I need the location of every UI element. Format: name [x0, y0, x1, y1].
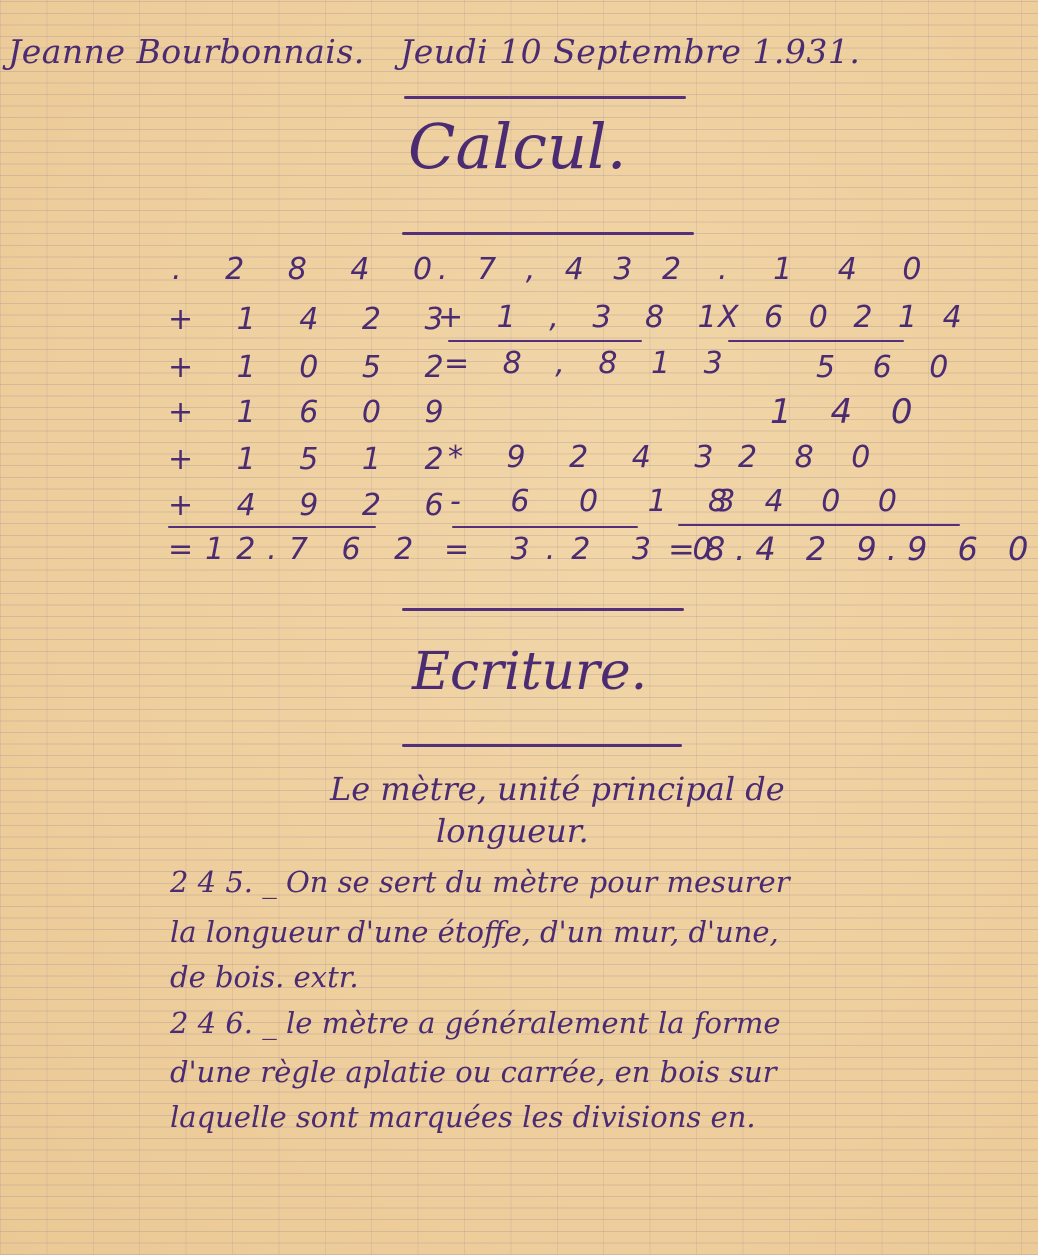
partial-product: 1 4 0 — [770, 392, 927, 432]
paragraph-246-line: laquelle sont marquées les divisions en. — [170, 1100, 756, 1134]
decimal-line: + 1 , 3 8 1 — [438, 300, 729, 335]
subtraction-line: * 9 2 4 3 — [448, 440, 731, 475]
addition-line: + 1 0 5 2 — [168, 350, 461, 385]
product-rule — [728, 340, 904, 342]
paragraph-245-line: de bois. extr. — [170, 960, 359, 994]
divider — [402, 232, 694, 235]
addition-result: =12.7 6 2 — [168, 532, 426, 567]
sum-rule — [448, 340, 642, 342]
sum-rule — [452, 526, 638, 528]
multiplication-result: =8.4 2 9.9 6 0 — [668, 530, 1038, 568]
lesson-heading: longueur. — [436, 812, 589, 850]
decimal-line: . 7 , 4 3 2 — [438, 252, 692, 287]
paragraph-245-line: 2 4 5. _ On se sert du mètre pour mesurer — [170, 865, 790, 899]
addition-line: + 1 4 2 3 — [168, 302, 461, 337]
lesson-date: Jeudi 10 Septembre 1.931. — [400, 32, 861, 71]
paragraph-246-line: 2 4 6. _ le mètre a généralement la forme — [170, 1006, 781, 1040]
multiplication-line: X 6 0 2 1 4 — [718, 300, 970, 335]
section-title-calcul: Calcul. — [408, 110, 627, 183]
lesson-heading: Le mètre, unité principal de — [330, 770, 785, 808]
subtraction-result: = 3.2 3 0 — [444, 532, 728, 567]
addition-line: + 1 6 0 9 — [168, 395, 461, 430]
divider — [402, 608, 684, 611]
partial-product: 5 6 0 — [816, 350, 963, 385]
partial-product: 8 4 0 0 — [708, 484, 911, 519]
decimal-result: = 8 , 8 1 3 — [444, 346, 735, 381]
subtraction-line: - 6 0 1 3 — [450, 484, 756, 519]
partial-product: 2 8 0 — [738, 440, 885, 475]
divider — [402, 744, 682, 747]
sum-rule — [168, 526, 376, 528]
addition-line: + 4 9 2 6 — [168, 488, 461, 523]
product-rule — [678, 524, 960, 526]
addition-line: + 1 5 1 2 — [168, 442, 461, 477]
paragraph-245-line: la longueur d'une étoffe, d'un mur, d'une, — [170, 915, 779, 949]
student-name: Jeanne Bourbonnais. — [8, 32, 365, 71]
paragraph-246-line: d'une règle aplatie ou carrée, en bois sur — [170, 1055, 777, 1089]
section-title-ecriture: Ecriture. — [412, 642, 648, 702]
multiplication-line: . 1 4 0 — [718, 252, 940, 287]
addition-line: . 2 8 4 0 — [172, 252, 450, 287]
divider — [404, 96, 686, 99]
